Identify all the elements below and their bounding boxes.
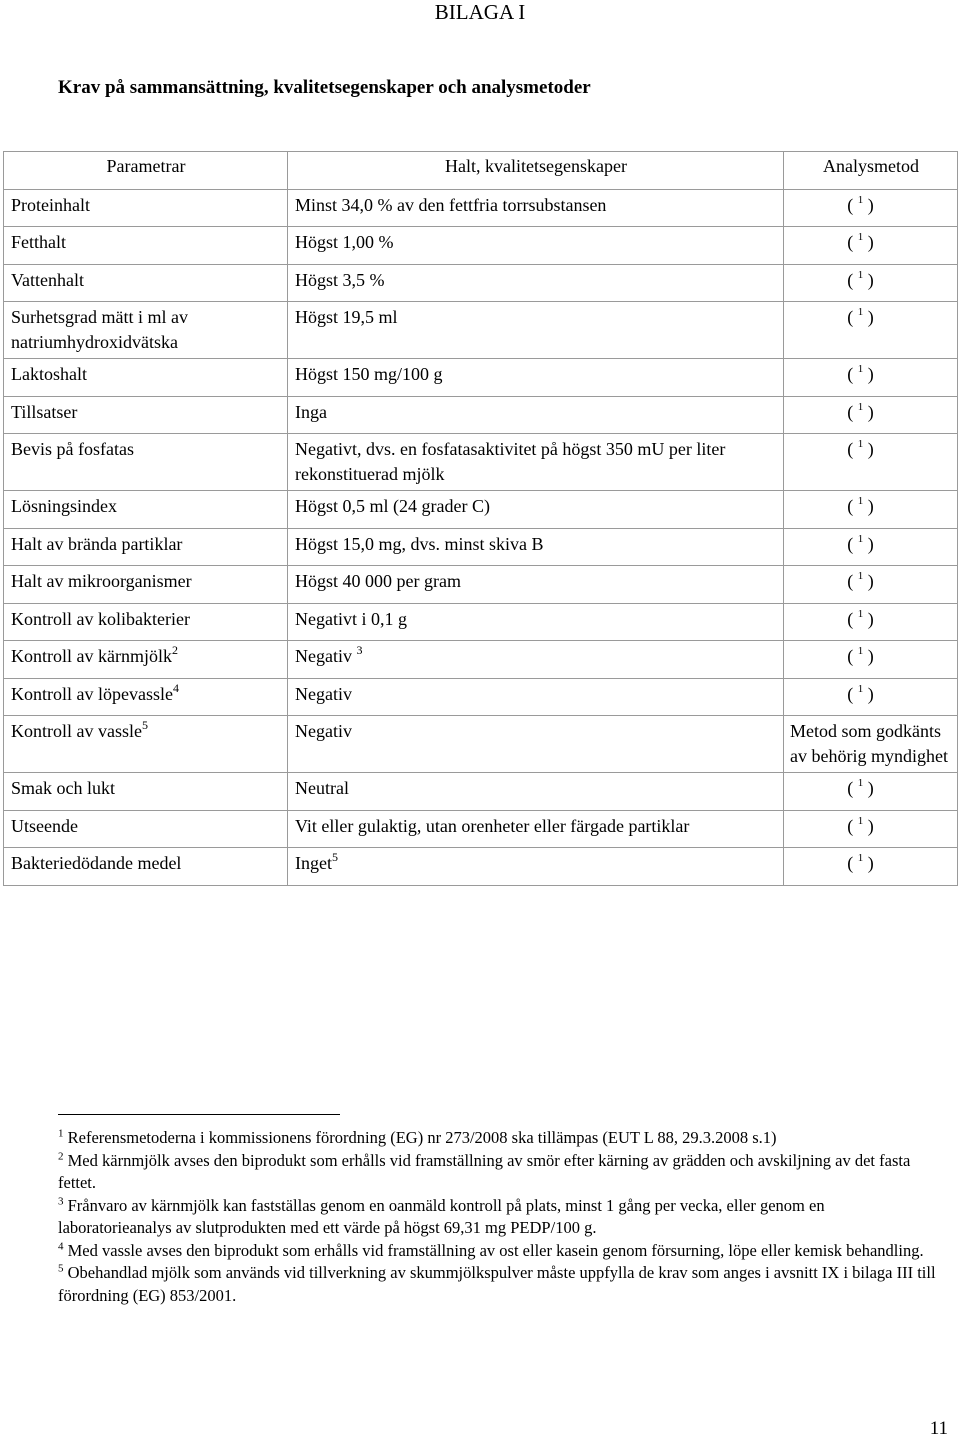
page-title: Krav på sammansättning, kvalitetsegenskaper och analysmetoder (58, 77, 591, 98)
requirement-text: Negativ (295, 721, 352, 741)
requirement-text: Negativ (295, 683, 352, 704)
parameter-text: Utseende (11, 815, 78, 836)
table-row (4, 848, 958, 886)
footnote (58, 1127, 938, 1150)
column-header-requirement: Halt, kvalitetsegenskaper (288, 152, 784, 190)
footnote-text: Referensmetoderna i kommissionens förordning (EG) nr 273/2008 ska tillämpas (EUT L 88, 29.3.2008 s.1) (67, 1128, 777, 1147)
requirement-cell (288, 434, 784, 491)
footnote-marker: 1 (857, 495, 864, 507)
method-cell (784, 810, 958, 848)
requirement-cell (288, 773, 784, 811)
method-reference: ( $^1$ ) (847, 532, 874, 554)
method-reference: ( $^1$ ) (847, 268, 874, 290)
footnote-number: 5 (58, 1262, 64, 1275)
footnote-marker: 1 (857, 570, 864, 582)
requirement-cell (288, 678, 784, 716)
parameter-cell (4, 227, 288, 265)
method-reference: ( $^1$ ) (847, 682, 874, 704)
footnote-marker: 1 (857, 193, 864, 206)
method-text: Metod som godkänts av behörig myndighet (790, 721, 948, 766)
requirement-cell (288, 396, 784, 434)
footnote-marker: 1 (857, 814, 864, 827)
footnote-number: 4 (58, 1240, 64, 1252)
method-reference: ( $^1$ ) (847, 193, 874, 215)
requirement-text: Minst 34,0 % av den fettfria torrsubstansen (295, 194, 607, 215)
requirement-text: Högst 1,00 % (295, 232, 394, 252)
parameter-text: Smak och lukt (11, 778, 115, 798)
parameter-cell (4, 302, 288, 359)
table-row (4, 641, 958, 679)
footnote-marker: 4 (172, 680, 179, 695)
method-cell (784, 528, 958, 566)
method-reference: ( $^1$ ) (847, 852, 874, 873)
parameter-cell (4, 434, 288, 491)
parameter-cell (4, 566, 288, 604)
method-cell (784, 396, 958, 434)
requirement-text: Vit eller gulaktig, utan orenheter eller färgade partiklar (295, 815, 690, 836)
parameter-text: Kontroll av kolibakterier (11, 608, 190, 629)
requirement-cell (288, 716, 784, 773)
footnote-text: Frånvaro av kärnmjölk kan fastställas genom en oanmäld kontroll på plats, minst 1 gång per vecka, eller genom en laboratorieanalys av slutprodukten med ett värde på högst 69,31 mg PEDP/100 g. (58, 1195, 825, 1237)
footnote (58, 1262, 938, 1307)
method-cell (784, 491, 958, 529)
parameter-cell (4, 848, 288, 886)
footnote-marker: 1 (857, 682, 864, 695)
method-reference: ( $^1$ ) (847, 400, 874, 422)
requirement-cell (288, 302, 784, 359)
parameter-cell (4, 491, 288, 529)
parameter-text: Kontroll av löpevassle (11, 683, 173, 704)
table-row (4, 566, 958, 604)
requirement-cell (288, 848, 784, 886)
page-number: 11 (929, 1418, 948, 1439)
method-cell (784, 359, 958, 397)
requirement-text: Neutral (295, 778, 349, 798)
requirement-text: Högst 0,5 ml (24 grader C) (295, 496, 490, 516)
parameter-cell (4, 641, 288, 679)
requirement-cell (288, 359, 784, 397)
method-reference: ( $^1$ ) (847, 607, 874, 629)
footnote (58, 1195, 938, 1240)
method-reference: ( $^1$ ) (847, 363, 874, 384)
requirement-cell (288, 227, 784, 265)
footnote (58, 1240, 938, 1263)
table-row (4, 189, 958, 227)
parameter-text: Tillsatser (11, 401, 78, 422)
parameter-text: Surhetsgrad mätt i ml av natriumhydroxidvätska (11, 307, 188, 352)
footnote-marker: 1 (857, 645, 864, 657)
column-header-parameter: Parametrar (4, 152, 288, 190)
footnote-marker: 5 (331, 850, 338, 864)
requirement-cell (288, 189, 784, 227)
annex-heading: BILAGA I (434, 0, 526, 24)
method-cell (784, 566, 958, 604)
requirement-cell (288, 566, 784, 604)
method-cell (784, 848, 958, 886)
table-body (4, 189, 958, 885)
table-row (4, 678, 958, 716)
requirement-text: Högst 40 000 per gram (295, 571, 461, 591)
footnote-marker: 1 (857, 306, 864, 318)
table-row (4, 302, 958, 359)
table-row (4, 528, 958, 566)
parameter-cell (4, 716, 288, 773)
method-reference: ( $^1$ ) (847, 306, 874, 327)
method-reference: ( $^1$ ) (847, 231, 874, 252)
parameter-text: Laktoshalt (11, 364, 87, 384)
table-row (4, 716, 958, 773)
footnote-number: 2 (58, 1150, 64, 1162)
method-cell (784, 716, 958, 773)
method-cell (784, 603, 958, 641)
footnote-marker: 5 (141, 718, 148, 732)
table-row (4, 773, 958, 811)
requirement-text: Högst 15,0 mg, dvs. minst skiva B (295, 533, 544, 554)
parameter-text: Bevis på fosfatas (11, 439, 134, 459)
requirements-table (3, 151, 958, 886)
footnote-marker: 2 (171, 643, 178, 657)
parameter-cell (4, 810, 288, 848)
method-cell (784, 641, 958, 679)
method-cell (784, 434, 958, 491)
parameter-text: Kontroll av kärnmjölk (11, 646, 172, 666)
footnote-marker: 1 (857, 532, 864, 545)
requirement-cell (288, 641, 784, 679)
table-row (4, 359, 958, 397)
table-row (4, 227, 958, 265)
method-cell (784, 264, 958, 302)
method-reference: ( $^1$ ) (847, 777, 874, 798)
requirement-text: Högst 3,5 % (295, 269, 385, 290)
table-row (4, 603, 958, 641)
footnote-number: 1 (58, 1127, 64, 1140)
method-reference: ( $^1$ ) (847, 645, 874, 666)
parameter-cell (4, 603, 288, 641)
parameter-text: Kontroll av vassle (11, 721, 142, 741)
requirement-text: Inget (295, 853, 332, 873)
footnote-number: 3 (58, 1195, 64, 1207)
method-cell (784, 773, 958, 811)
parameter-cell (4, 396, 288, 434)
method-reference: ( $^1$ ) (847, 438, 874, 459)
footnote-marker: 1 (857, 400, 864, 413)
footnote-marker: 1 (857, 607, 864, 620)
requirement-text: Negativ (295, 646, 352, 666)
footnote (58, 1150, 938, 1195)
requirement-text: Inga (295, 401, 327, 422)
method-reference: ( $^1$ ) (847, 495, 874, 516)
footnote-text: Obehandlad mjölk som används vid tillverkning av skummjölkspulver måste uppfylla de krav som anges i avsnitt IX i bilaga III till förordning (EG) 853/2001. (58, 1263, 936, 1305)
requirement-cell (288, 528, 784, 566)
requirement-text: Högst 19,5 ml (295, 307, 398, 327)
parameter-cell (4, 189, 288, 227)
requirement-cell (288, 264, 784, 302)
requirement-text: Negativt i 0,1 g (295, 608, 407, 629)
method-cell (784, 227, 958, 265)
method-cell (784, 678, 958, 716)
method-reference: ( $^1$ ) (847, 814, 874, 836)
footnote-text: Med kärnmjölk avses den biprodukt som erhålls vid framställning av smör efter kärning av grädden och avskiljning av det fasta fettet. (58, 1150, 911, 1192)
parameter-cell (4, 528, 288, 566)
requirement-text: Negativt, dvs. en fosfatasaktivitet på högst 350 mU per liter rekonstituerad mjölk (295, 439, 726, 484)
table-row (4, 264, 958, 302)
parameter-text: Proteinhalt (11, 194, 90, 215)
footnote-marker: 1 (857, 363, 864, 375)
parameter-cell (4, 264, 288, 302)
parameter-text: Lösningsindex (11, 496, 117, 516)
footnote-marker: 1 (857, 231, 864, 243)
requirement-text: Högst 150 mg/100 g (295, 364, 443, 384)
table-row (4, 396, 958, 434)
method-reference: ( $^1$ ) (847, 570, 874, 591)
footnote-marker: 1 (857, 438, 864, 450)
table-row (4, 810, 958, 848)
footnote-marker: 1 (857, 852, 864, 864)
footnote-marker: 1 (857, 268, 864, 281)
method-cell (784, 189, 958, 227)
footnote-text: Med vassle avses den biprodukt som erhålls vid framställning av ost eller kasein genom försurning, löpe eller kemisk behandling. (67, 1240, 924, 1260)
parameter-text: Halt av brända partiklar (11, 533, 183, 554)
requirement-cell (288, 603, 784, 641)
footnote-marker: 1 (857, 777, 864, 789)
parameter-text: Bakteriedödande medel (11, 853, 182, 873)
parameter-text: Halt av mikroorganismer (11, 571, 192, 591)
parameter-cell (4, 359, 288, 397)
method-cell (784, 302, 958, 359)
footnote-marker: 3 (356, 643, 363, 657)
table-header-row (4, 152, 958, 190)
table-row (4, 434, 958, 491)
parameter-text: Fetthalt (11, 232, 66, 252)
parameter-cell (4, 773, 288, 811)
column-header-method: Analysmetod (784, 152, 958, 190)
footnotes (58, 1127, 938, 1307)
parameter-text: Vattenhalt (11, 269, 84, 290)
table-row (4, 491, 958, 529)
requirement-cell (288, 810, 784, 848)
parameter-cell (4, 678, 288, 716)
requirement-cell (288, 491, 784, 529)
footnote-separator (58, 1114, 340, 1115)
